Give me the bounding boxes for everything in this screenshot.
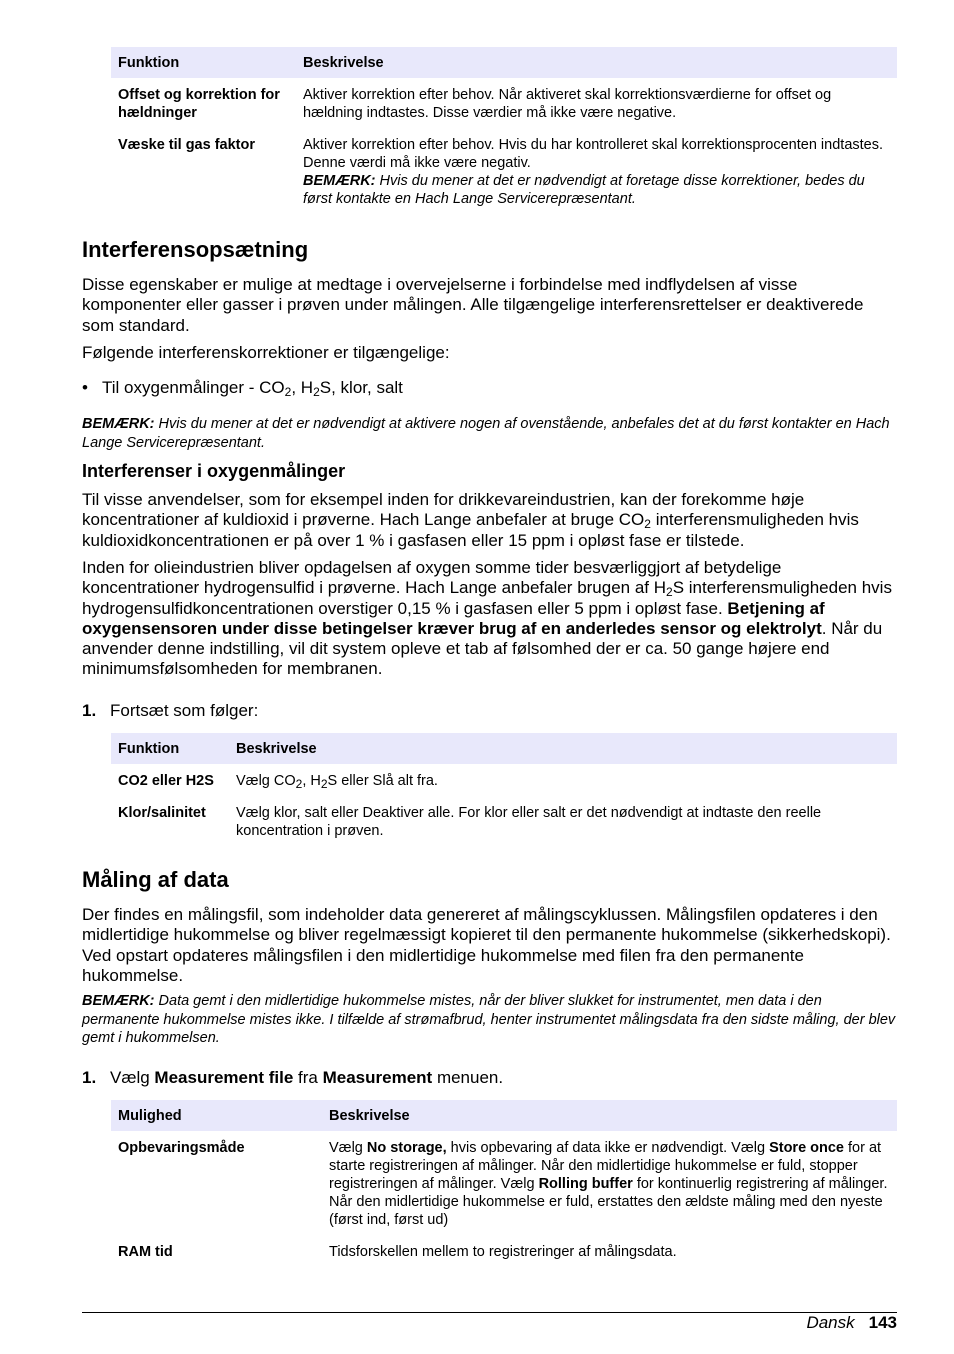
row-key: Opbevaringsmåde xyxy=(118,1140,245,1156)
row-description: Vælg No storage, hvis opbevaring af data ikke er nødvendigt. Vælg Store once for at starte registreringen af målinger. Når den midlertidige hukommelse er fuld, stopper registreringen af målinger. Vælg Rolling buffer for kontinuerlig registrering af målinger. Når den midlertidige hukommelse er fuld, erstattes den ældste måling med den nyeste (først ind, først ud) xyxy=(329,1140,888,1228)
note-text: Hvis du mener at det er nødvendigt at aktivere nogen af ovenstående, anbefales det at du først kontakter en Hach Lange Servicerepræsentant. xyxy=(82,416,890,451)
table-header xyxy=(111,1100,897,1131)
column-header-description: Beskrivelse xyxy=(296,47,897,78)
row-description-text: Aktiver korrektion efter behov. Hvis du har kontrolleret skal korrektionsprocenten indtastes. Denne værdi må ikke være negativ. xyxy=(303,137,883,171)
table-row xyxy=(111,129,897,215)
row-key: Væske til gas faktor xyxy=(118,137,255,153)
table-row xyxy=(111,78,897,129)
row-description: Vælg $CO_2$, $H_2S$ eller Slå alt fra. xyxy=(236,773,438,791)
row-description xyxy=(296,129,897,215)
step-item: 1. Vælg Measurement file fra Measurement menuen. xyxy=(82,1068,504,1087)
note-label: BEMÆRK: xyxy=(303,173,376,189)
step-item: 1. Fortsæt som følger: xyxy=(82,701,259,720)
footer-divider xyxy=(82,1312,897,1313)
row-key: Klor/salinitet xyxy=(118,805,206,821)
note-label: BEMÆRK: xyxy=(82,416,155,432)
function-table-interference xyxy=(111,733,897,847)
section-title-interference: Interferensopsætning xyxy=(82,237,309,262)
bullet-icon: • xyxy=(82,378,88,397)
note xyxy=(82,992,897,1048)
row-description: Vælg klor, salt eller Deaktiver alle. For klor eller salt er det nødvendigt at indtaste den reelle koncentration i prøven. xyxy=(236,805,822,839)
table-row xyxy=(111,797,897,847)
paragraph: Følgende interferenskorrektioner er tilgængelige: xyxy=(82,343,450,362)
note-text: Hvis du mener at det er nødvendigt at foretage disse korrektioner, bedes du først kontakte en Hach Lange Servicerepræsentant. xyxy=(303,173,865,207)
column-header-description: Beskrivelse xyxy=(229,733,897,764)
function-table-correction xyxy=(111,47,897,215)
row-key: CO2 eller H2S xyxy=(118,773,214,789)
table-row xyxy=(111,1131,897,1236)
footer-language: Dansk xyxy=(806,1313,855,1332)
row-key: RAM tid xyxy=(118,1244,173,1260)
note-label: BEMÆRK: xyxy=(82,993,155,1009)
paragraph: Der findes en målingsfil, som indeholder data genereret af målingscyklussen. Målingsfilen opdateres i den midlertidige hukommelse og bliver regelmæssigt kopieret til den permanente hukommelse (sikkerhedskopi). Ved opstart opdateres målingsfilen i den midlertidige hukommelse med filen fra den permanente hukommelse. xyxy=(82,905,891,985)
table-row xyxy=(111,1236,897,1268)
row-key: Offset og korrektion for hældninger xyxy=(118,87,280,121)
row-description: Tidsforskellen mellem to registreringer af målingsdata. xyxy=(329,1244,677,1260)
column-header-option: Mulighed xyxy=(111,1100,322,1131)
column-header-function: Funktion xyxy=(111,47,296,78)
option-table-measurement-file xyxy=(111,1100,897,1268)
note xyxy=(82,415,897,452)
column-header-function: Funktion xyxy=(111,733,229,764)
table-header xyxy=(111,733,897,764)
page-footer xyxy=(806,1313,897,1333)
paragraph: Disse egenskaber er mulige at medtage i overvejelserne i forbindelse med indflydelsen af visse komponenter eller gasser i prøven under målingen. Alle tilgængelige interferensrettelser er deaktiverede som standard. xyxy=(82,275,864,335)
paragraph: Til visse anvendelser, som for eksempel inden for drikkevareindustrien, kan der forekomme høje koncentrationer af kuldioxid i prøverne. Hach Lange anbefaler at bruge $CO_2$ interferensmuligheden hvis kuldioxidkoncentrationen er på over 1 % i gasfasen eller 15 ppm i opløst fase er tilstede. xyxy=(82,490,859,550)
table-header xyxy=(111,47,897,78)
page-number: 143 xyxy=(868,1313,897,1332)
column-header-description: Beskrivelse xyxy=(322,1100,897,1131)
section-title-measurement-data: Måling af data xyxy=(82,867,229,892)
subsection-title: Interferenser i oxygenmålinger xyxy=(82,461,346,481)
table-row xyxy=(111,764,897,797)
list-item: • Til oxygenmålinger - $CO_2$, $H_2S$, klor, salt xyxy=(82,378,403,399)
row-description: Aktiver korrektion efter behov. Når aktiveret skal korrektionsværdierne for offset og hældning indtastes. Disse værdier må ikke være negative. xyxy=(303,87,832,121)
note-text: Data gemt i den midlertidige hukommelse mistes, når der bliver slukket for instrumentet, men data i den permanente hukommelse mistes ikke. I tilfælde af strømafbrud, henter instrumentet målingsdata fra den sidste måling, der blev gemt i hukommelsen. xyxy=(82,993,896,1046)
paragraph: Inden for olieindustrien bliver opdagelsen af oxygen somme tider besværliggjort af betydelige koncentrationer hydrogensulfid i prøverne. Hach Lange anbefaler brugen af $H_2S$ interferensmuligheden hvis hydrogensulfidkoncentrationen overstiger 0,15 % i gasfasen eller 5 ppm i opløst fase. Betjening af oxygensensoren under disse betingelser kræver brug af en anderledes sensor og elektrolyt. Når du anvender denne indstilling, vil dit system opleve et tab af følsomhed der er ca. 50 gange højere end minimumsfølsomheden for membranen. xyxy=(82,558,892,679)
